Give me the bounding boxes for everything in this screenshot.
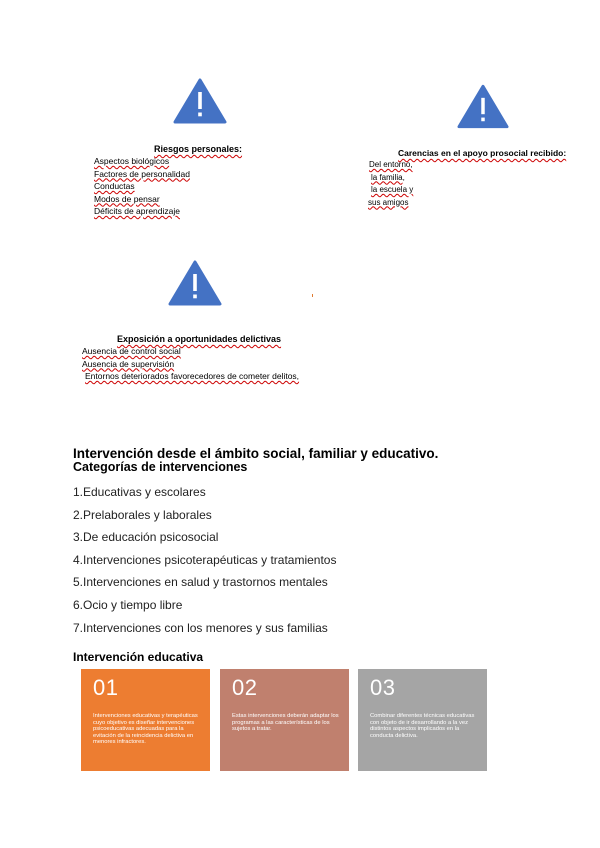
card-number: 01 (93, 675, 119, 700)
risk-group-title: Exposición a oportunidades delictivas (117, 334, 282, 344)
list-item: Ausencia de control social (82, 346, 181, 356)
risk-group-title: Carencias en el apoyo prosocial recibido: (398, 148, 567, 158)
list-item: Conductas (94, 181, 135, 191)
list-item: la familia, (371, 172, 405, 182)
list-item: Factores de personalidad (94, 168, 190, 179)
categories-list (73, 481, 336, 639)
list-item: Del entorno, (369, 160, 413, 169)
educational-title: Intervención educativa (73, 650, 204, 664)
list-item: Aspectos biológicos (94, 156, 170, 166)
warning-icon (168, 260, 222, 306)
warning-icon (457, 84, 509, 129)
list-item: 7.Intervenciones con los menores y sus familias (73, 620, 328, 635)
risk-group-list (94, 155, 190, 218)
list-item: 3.De educación psicosocial (73, 530, 219, 545)
intervention-card (358, 669, 487, 771)
intervention-card (220, 669, 349, 771)
card-number: 02 (232, 675, 258, 700)
list-item: Déficits de aprendizaje (94, 206, 180, 216)
risk-group-list (369, 159, 413, 209)
card-text: Estas intervenciones deberán adaptar los programas a las características de los sujetos a tratar. (232, 713, 339, 733)
list-item: 5.Intervenciones en salud y trastornos mentales (73, 575, 328, 590)
list-item: 1.Educativas y escolares (73, 485, 206, 499)
list-item: 2.Prelaborales y laborales (73, 507, 212, 522)
warning-icon (173, 78, 227, 124)
risk-group-list (82, 345, 299, 383)
intervention-card (81, 669, 210, 771)
list-item: la escuela y (371, 185, 414, 194)
section-title: Intervención desde el ámbito social, familiar y educativo. (73, 446, 439, 461)
list-item: Ausencia de supervisión (82, 358, 175, 369)
list-item: sus amigos (368, 197, 409, 207)
list-item: 6.Ocio y tiempo libre (73, 597, 183, 612)
section-subtitle: Categorías de intervenciones (73, 460, 248, 474)
stray-mark (312, 294, 313, 297)
card-text: Intervenciones educativas y terapéuticas cuyo objetivo es diseñar intervenciones psicoeducativas adecuadas para la evitación de la reincidencia delictiva en menores infractores. (93, 713, 198, 746)
risk-group-title: Riesgos personales: (154, 144, 243, 154)
list-item: Entornos deteriorados favorecedores de cometer delitos, (85, 371, 300, 381)
card-number: 03 (370, 675, 396, 700)
list-item: 4.Intervenciones psicoterapéuticas y tratamientos (73, 552, 337, 567)
list-item: Modos de pensar (94, 193, 160, 204)
card-text: Combinar diferentes técnicas educativas con objeto de ir desarrollando a la vez distintos aspectos implicados en la conducta delictiva. (370, 713, 475, 739)
